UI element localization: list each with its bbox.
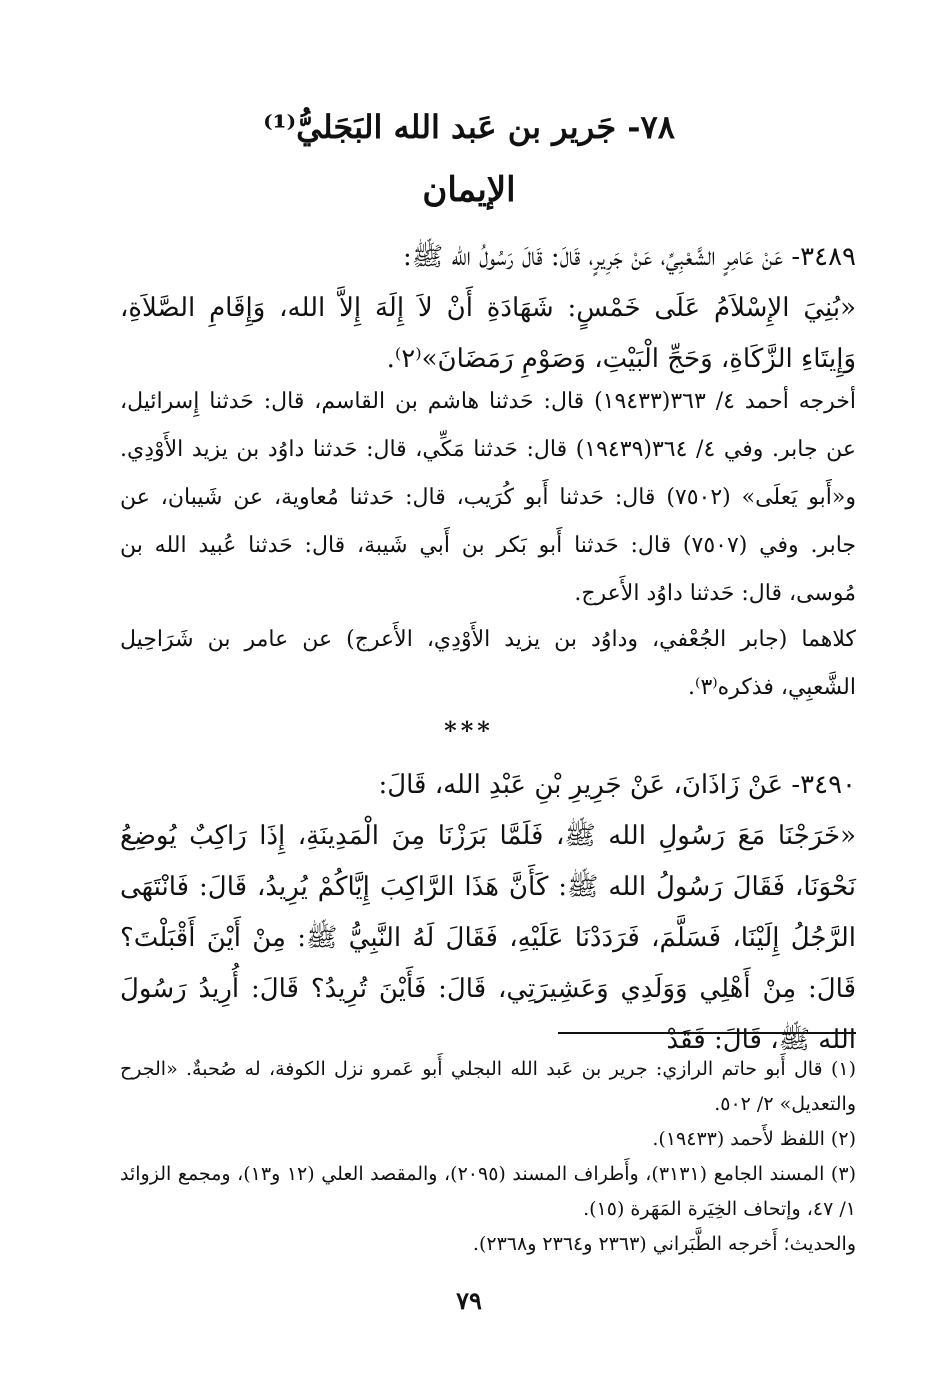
hadith-text: «خَرَجْنَا مَعَ رَسُولِ الله ﷺ، فَلَمَّا بَرَزْنَا مِنَ الْمَدِينَةِ، إِذَا رَاكِبٌ يُوضِعُ نَحْوَنَا، فَقَالَ رَسُولُ الله ﷺ: كَأَنَّ هَذَا الرَّاكِبَ إِيَّاكُمْ يُرِيدُ، قَالَ: فَانْتَهَى الرَّجُلُ إِلَيْنَا، فَسَلَّمَ، فَرَدَدْنَا عَلَيْهِ، فَقَالَ لَهُ النَّبِيُّ ﷺ: مِنْ أَيْنَ أَقْبَلْتَ؟ قَالَ: مِنْ أَهْلِي وَوَلَدِي وَعَشِيرَتِي، قَالَ: فَأَيْنَ تُرِيدُ؟ قَالَ: أُرِيدُ رَسُولَ الله ﷺ، قَالَ: فَقَدْ xyxy=(120,821,856,1055)
footnote-1: (١) قال أَبو حاتم الرازي: جرير بن عَبد الله البجلي أَبو عَمرو نزل الكوفة، له صُحبةٌ. «الجرح والتعديل» ٢/ ٥٠٢. xyxy=(120,1058,856,1115)
footnote-separator xyxy=(558,1032,856,1034)
footnote-3: (٣) المسند الجامع (٣١٣١)، وأَطراف المسند (٢٠٩٥)، والمقصد العلي (١٢ و١٣)، ومجمع الزوائد ١/ ٤٧، وإتحاف الخِيَرة المَهَرة (١٥). xyxy=(120,1163,856,1220)
footnotes xyxy=(120,1052,856,1262)
hadith-3489 xyxy=(120,232,856,385)
section-divider: *** xyxy=(444,716,494,745)
hadith-text: «بُنِيَ الإِسْلاَمُ عَلَى خَمْسٍ: شَهَادَةِ أَنْ لاَ إِلَهَ إِلاَّ الله، وَإِقَامِ الصَّلاَةِ، وَإِيتَاءِ الزَّكَاةِ، وَحَجِّ الْبَيْتِ، وَصَوْمِ رَمَضَانَ»⁽٢⁾. xyxy=(120,293,856,374)
hadith-heading: ٣٤٨٩- عَنْ عَامِرٍ الشَّعْبِيِّ، عَنْ جَرِيرٍ، قَالَ: قَالَ رَسُولُ الله ﷺ: xyxy=(403,242,856,272)
summary-text: كلاهما (جابر الجُعْفي، وداوُد بن يزيد الأَوْدِي، الأَعرج) عن عامر بن شَرَاحِيل الشَّعبِي، فذكره⁽٣⁾. xyxy=(120,627,856,700)
section-title: الإيمان xyxy=(422,170,516,210)
summary-paragraph xyxy=(120,616,856,712)
takhrij-paragraph xyxy=(120,378,856,618)
hadith-3490 xyxy=(120,760,856,1066)
footnote-2: (٢) اللفظ لأَحمد (١٩٤٣٣). xyxy=(652,1128,856,1150)
chapter-title: ٧٨- جَرير بن عَبد الله البَجَليُّ⁽¹⁾ xyxy=(263,108,675,146)
page-number: ٧٩ xyxy=(456,1286,482,1315)
hadith-heading: ٣٤٩٠- عَنْ زَاذَانَ، عَنْ جَرِيرِ بْنِ عَبْدِ الله، قَالَ: xyxy=(378,770,856,800)
takhrij-text: أخرجه أحمد ٤/ ٣٦٣(١٩٤٣٣) قال: حَدثنا هاشم بن القاسم، قال: حَدثنا إِسرائيل، عن جابر. وفي ٤/ ٣٦٤(١٩٤٣٩) قال: حَدثنا مَكِّي، قال: حَدثنا داوُد بن يزيد الأَوْدِي. و«أَبو يَعلَى» (٧٥٠٢) قال: حَدثنا أَبو كُرَيب، قال: حَدثنا مُعاوية، عن شَيبان، عن جابر. وفي (٧٥٠٧) قال: حَدثنا أَبو بَكر بن أَبي شَيبة، قال: حَدثنا عُبيد الله بن مُوسى، قال: حَدثنا داوُد الأَعرج. xyxy=(120,389,857,606)
footnote-3-continued: والحديث؛ أَخرجه الطَّبَراني (٢٣٦٣ و٢٣٦٤ و٢٣٦٨). xyxy=(472,1233,856,1255)
